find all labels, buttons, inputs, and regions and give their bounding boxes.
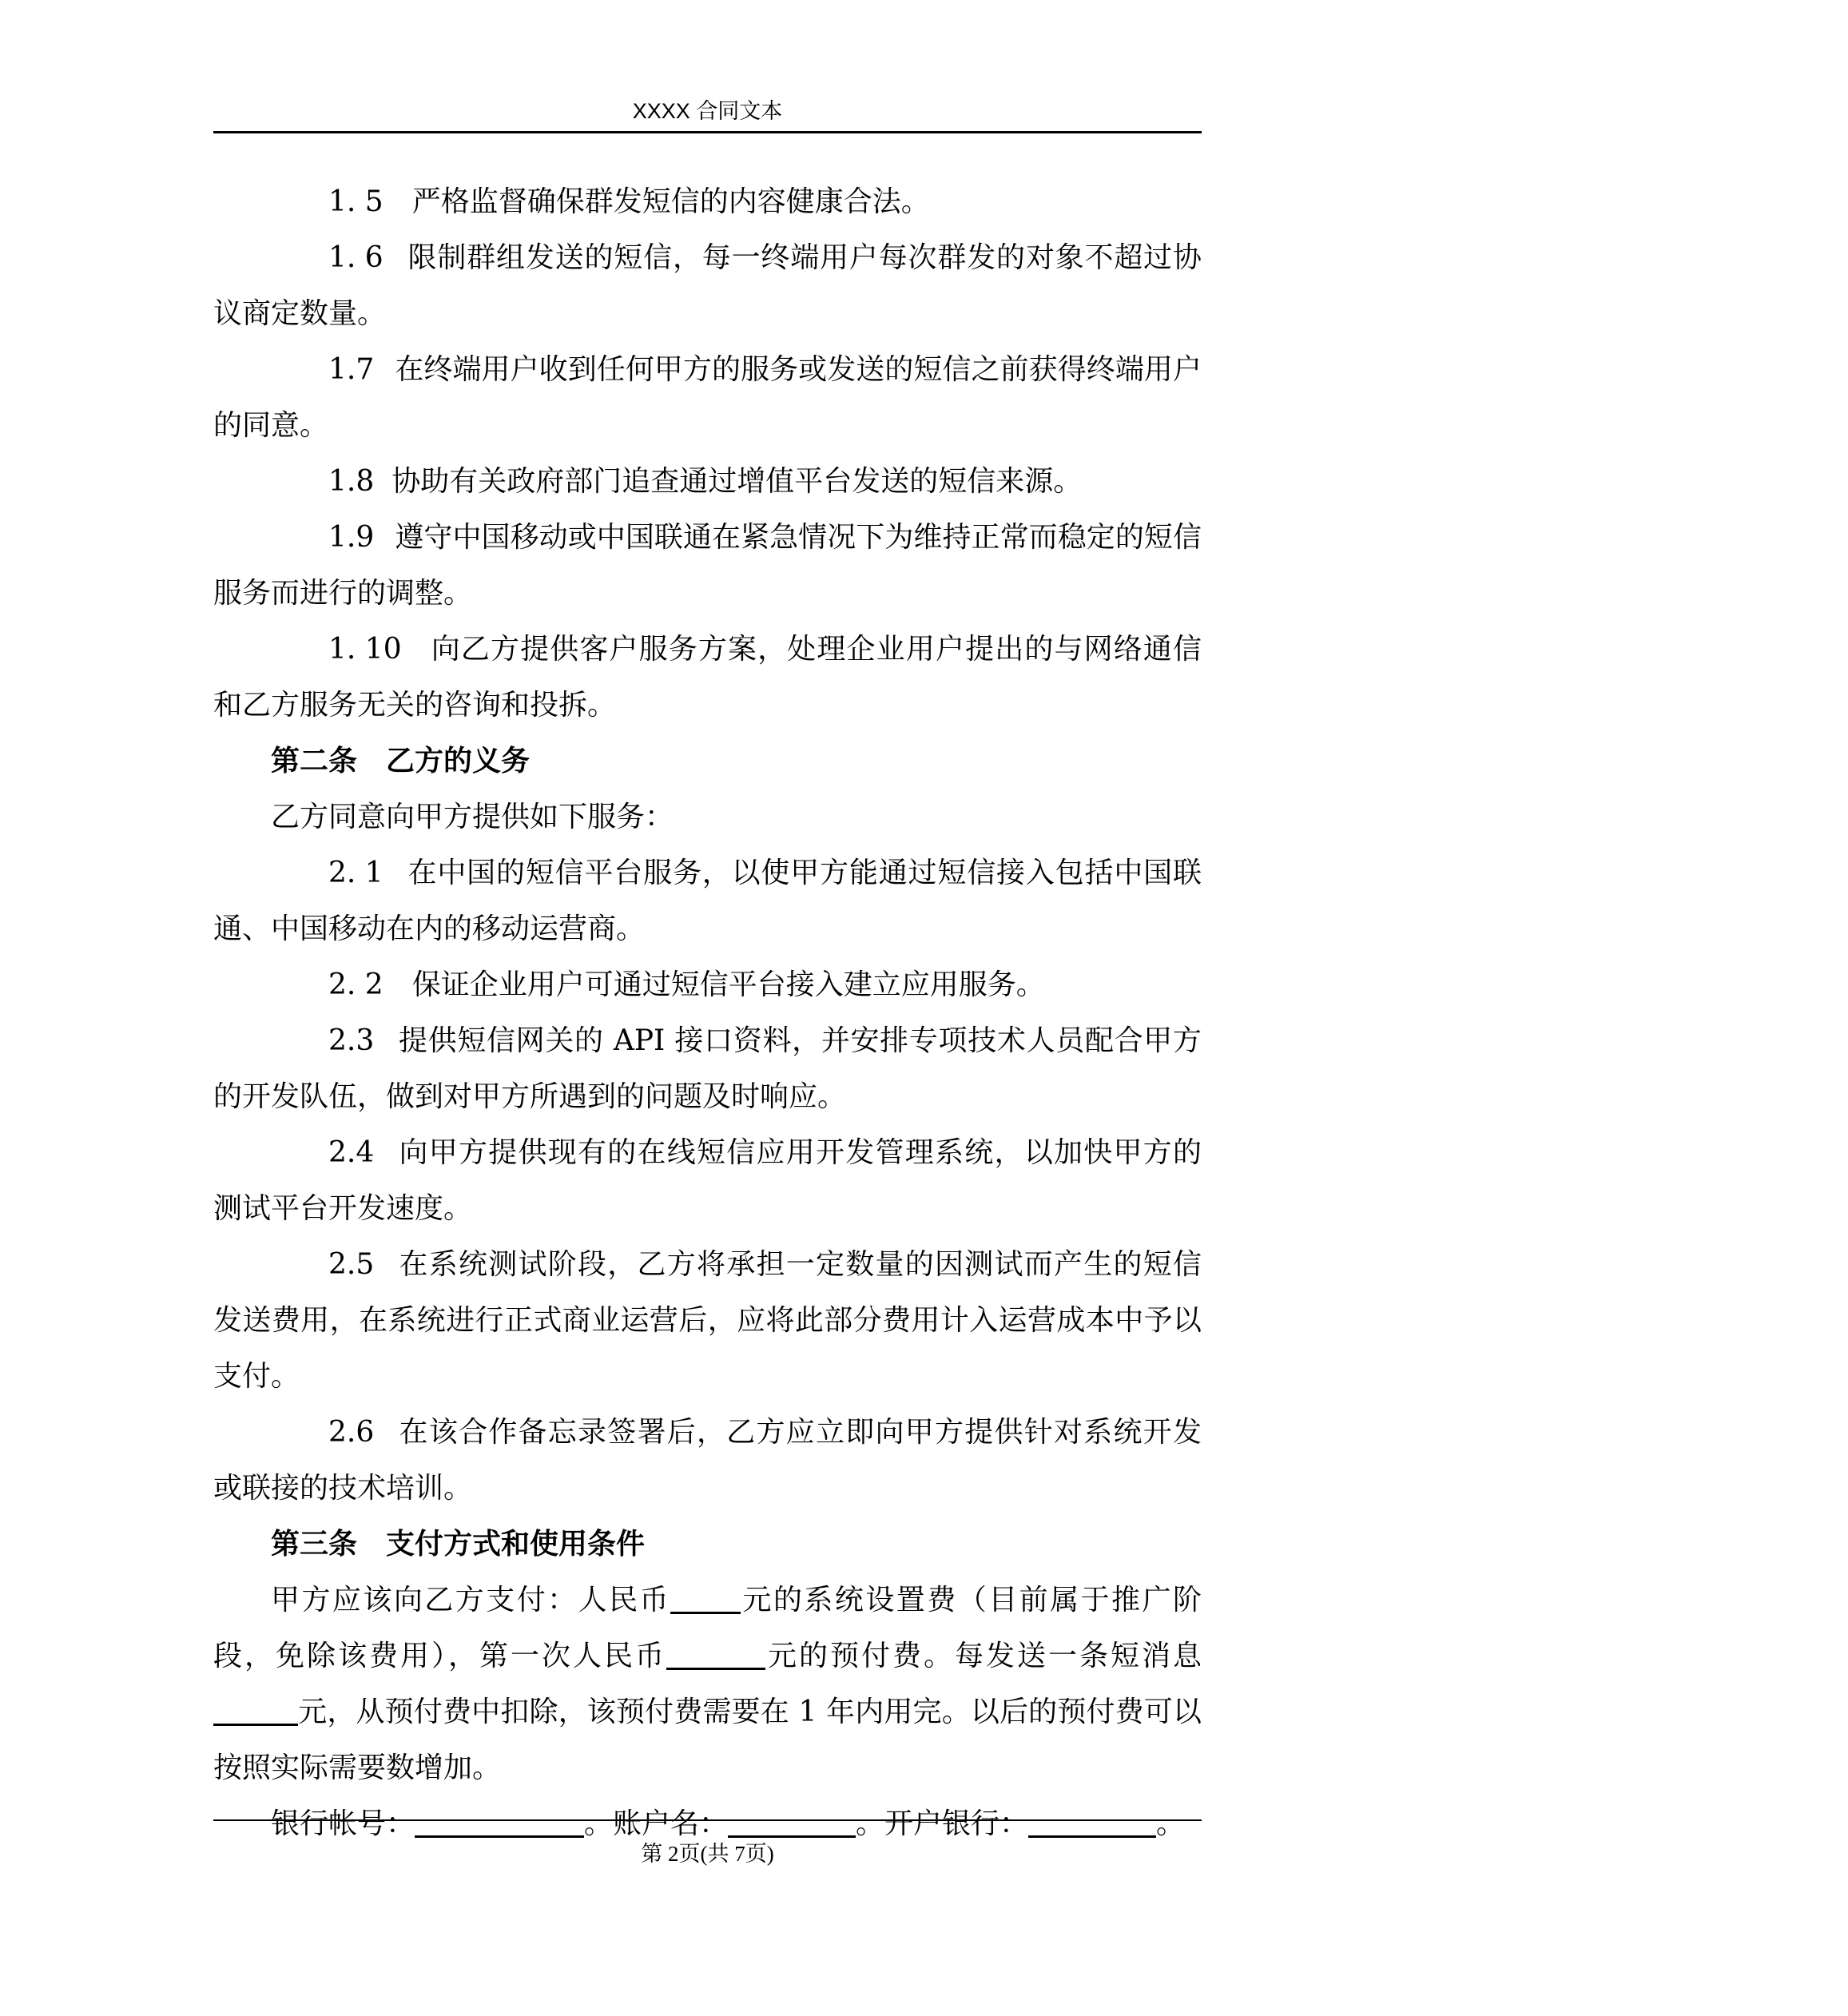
clause-2-5 bbox=[213, 1237, 1202, 1405]
footer-divider bbox=[213, 1819, 1202, 1821]
payment-text-4: 元，从预付费中扣除，该预付费需要在 1 年内用完。以后的预付费可以按照实际需要数增加。 bbox=[213, 1696, 1202, 1784]
payment-text-1: 甲方应该向乙方支付：人民币 bbox=[271, 1584, 671, 1616]
clause-number: 1. 10 bbox=[328, 633, 402, 666]
section-3-heading: 第三条 支付方式和使用条件 bbox=[271, 1528, 646, 1561]
clause-number: 2. 2 bbox=[328, 968, 384, 1001]
setup-fee-blank bbox=[670, 1583, 741, 1614]
payment-terms bbox=[213, 1573, 1202, 1796]
header-divider bbox=[213, 131, 1202, 133]
bank-name-blank bbox=[1028, 1807, 1156, 1838]
clause-text: 严格监督确保群发短信的内容健康合法。 bbox=[411, 185, 930, 218]
payment-text-2: 元的系统设置费（目前属于推广阶段，免除该费用），第一次人民币 bbox=[213, 1584, 1202, 1672]
payment-text-3: 元的预付费。每发送一条短消息 bbox=[765, 1640, 1202, 1672]
clause-number: 1.9 bbox=[328, 521, 375, 554]
clause-1-10 bbox=[213, 622, 1202, 734]
clause-number: 1. 6 bbox=[328, 241, 384, 274]
clause-text: 在该合作备忘录签署后，乙方应立即向甲方提供针对系统开发或联接的技术培训。 bbox=[213, 1416, 1202, 1505]
bank-account-label: 银行帐号： bbox=[271, 1807, 415, 1840]
clause-text: 在中国的短信平台服务，以使甲方能通过短信接入包括中国联通、中国移动在内的移动运营商。 bbox=[213, 857, 1202, 945]
clause-number: 2.5 bbox=[328, 1248, 375, 1281]
account-name-label: 。账户名： bbox=[584, 1807, 729, 1840]
bank-account-blank bbox=[415, 1807, 584, 1838]
clause-2-3 bbox=[213, 1013, 1202, 1125]
clause-1-5 bbox=[213, 174, 1202, 230]
clause-number: 2.4 bbox=[328, 1136, 375, 1169]
clause-2-2 bbox=[213, 957, 1202, 1013]
clause-number: 1.7 bbox=[328, 353, 375, 386]
per-message-fee-blank bbox=[213, 1695, 298, 1726]
clause-2-6 bbox=[213, 1405, 1202, 1517]
clause-1-6 bbox=[213, 230, 1202, 342]
clause-2-4 bbox=[213, 1125, 1202, 1237]
clause-number: 2. 1 bbox=[328, 857, 384, 889]
clause-text: 提供短信网关的 API 接口资料，并安排专项技术人员配合甲方的开发队伍，做到对甲方所遇到的问题及时响应。 bbox=[213, 1024, 1202, 1113]
account-name-blank bbox=[728, 1807, 856, 1838]
clause-number: 2.6 bbox=[328, 1416, 375, 1449]
clause-text: 向乙方提供客户服务方案，处理企业用户提出的与网络通信和乙方服务无关的咨询和投拆。 bbox=[213, 633, 1202, 722]
clause-text: 遵守中国移动或中国联通在紧急情况下为维持正常而稳定的短信服务而进行的调整。 bbox=[213, 521, 1202, 610]
clause-number: 2.3 bbox=[328, 1024, 375, 1057]
clause-2-1 bbox=[213, 845, 1202, 957]
clause-1-9 bbox=[213, 510, 1202, 622]
clause-text: 保证企业用户可通过短信平台接入建立应用服务。 bbox=[411, 968, 1045, 1001]
section-2-intro: 乙方同意向甲方提供如下服务： bbox=[271, 801, 674, 833]
end-mark: 。 bbox=[1156, 1807, 1186, 1840]
clause-text: 在终端用户收到任何甲方的服务或发送的短信之前获得终端用户的同意。 bbox=[213, 353, 1202, 442]
clause-text: 在系统测试阶段，乙方将承担一定数量的因测试而产生的短信发送费用，在系统进行正式商业运营后，应将此部分费用计入运营成本中予以支付。 bbox=[213, 1248, 1202, 1393]
bank-name-label: 。开户银行： bbox=[856, 1807, 1029, 1840]
clause-1-7 bbox=[213, 342, 1202, 454]
clause-1-8 bbox=[213, 454, 1202, 510]
page-header-title: XXXX 合同文本 bbox=[632, 99, 783, 123]
clause-text: 向甲方提供现有的在线短信应用开发管理系统，以加快甲方的测试平台开发速度。 bbox=[213, 1136, 1202, 1225]
section-2-heading: 第二条 乙方的义务 bbox=[271, 745, 531, 777]
clause-number: 1.8 bbox=[328, 465, 375, 498]
document-body bbox=[213, 174, 1202, 1852]
clause-number: 1. 5 bbox=[328, 185, 384, 218]
page-number: 第 2页(共 7页) bbox=[641, 1842, 774, 1866]
clause-text: 协助有关政府部门追查通过增值平台发送的短信来源。 bbox=[391, 465, 1083, 498]
prepay-amount-blank bbox=[666, 1639, 765, 1670]
clause-text: 限制群组发送的短信，每一终端用户每次群发的对象不超过协议商定数量。 bbox=[213, 241, 1202, 330]
